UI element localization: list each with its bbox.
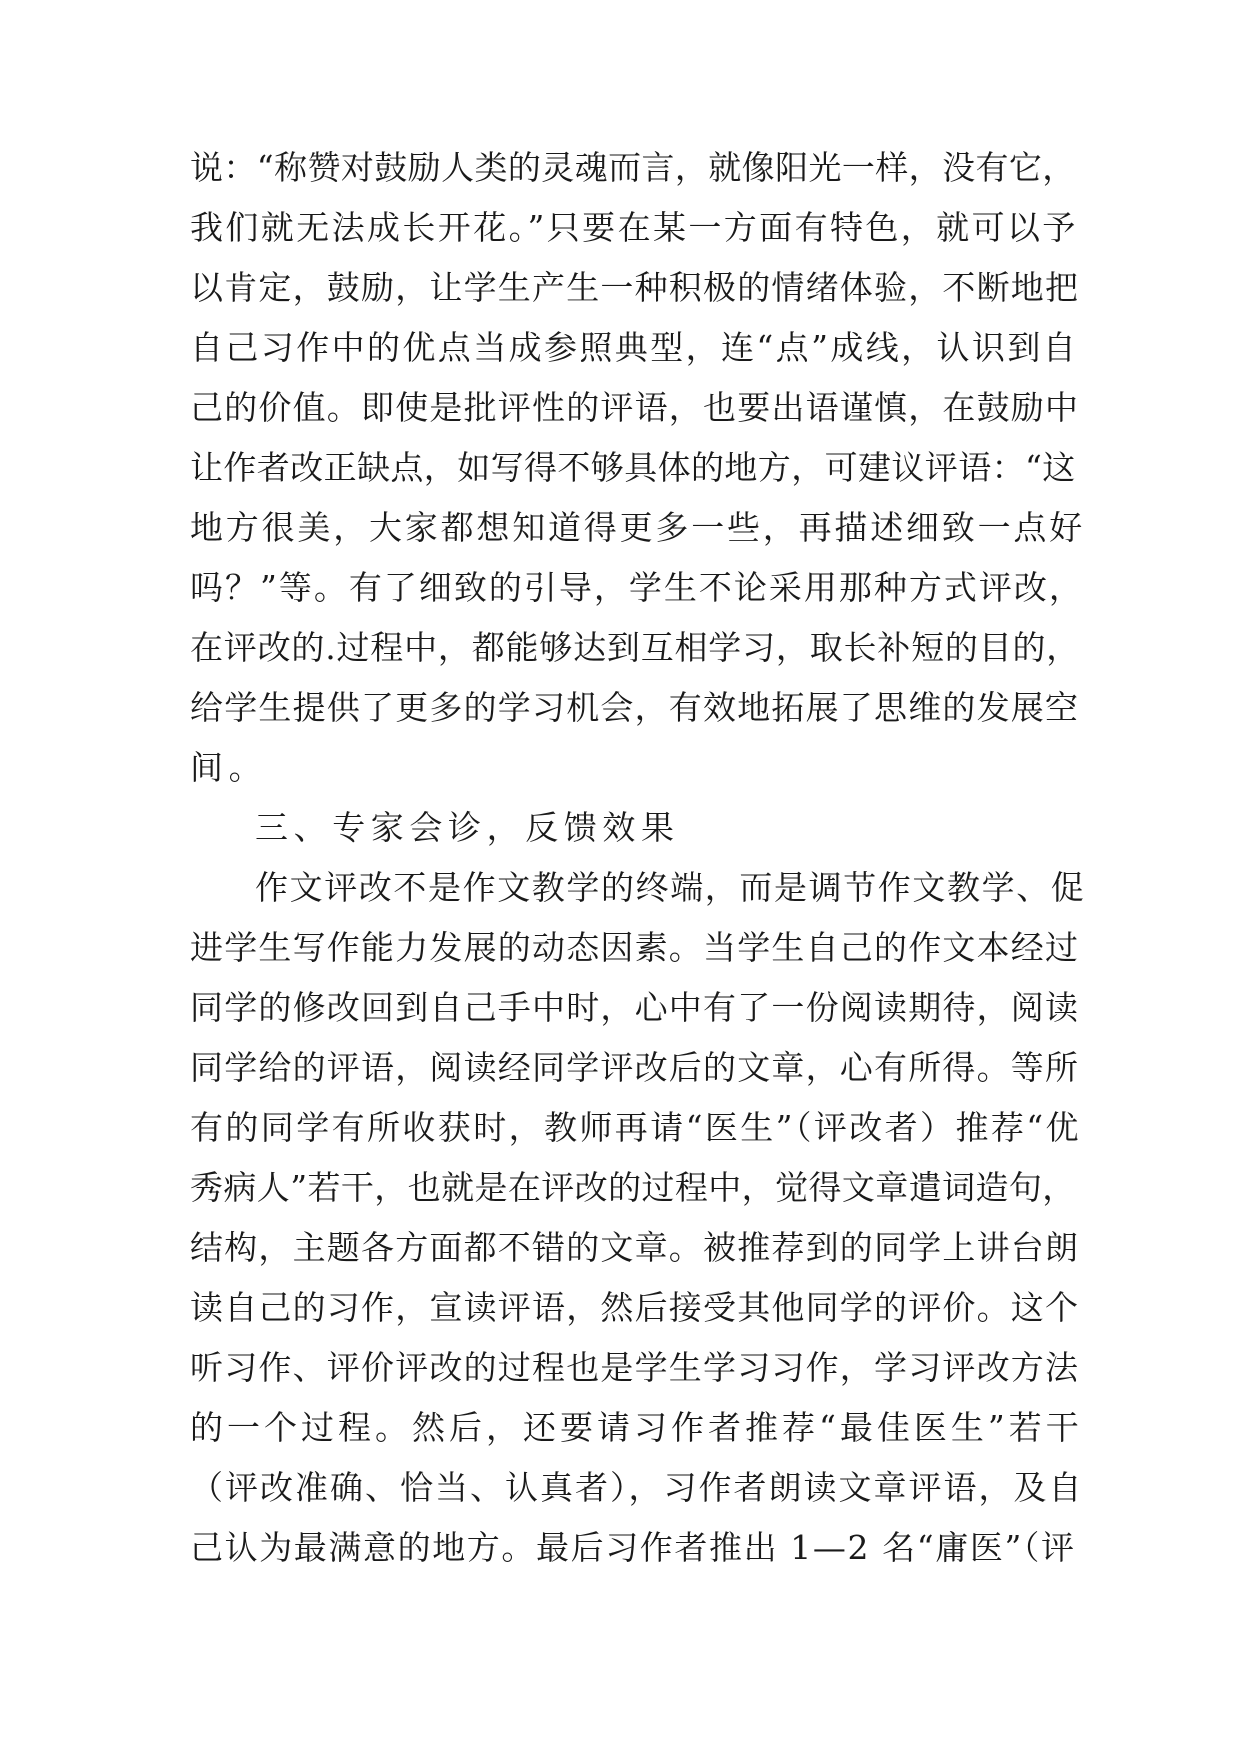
text-line: 同学给的评语，阅读经同学评改后的文章，心有所得。等所 (190, 1048, 1080, 1087)
text-line: 间。 (190, 748, 268, 787)
text-line: 秀病人”若干，也就是在评改的过程中，觉得文章遣词造句， (190, 1168, 1076, 1207)
text-line: 在评改的.过程中，都能够达到互相学习，取长补短的目的， (190, 628, 1081, 667)
text-line: 给学生提供了更多的学习机会，有效地拓展了思维的发展空 (190, 688, 1080, 727)
paragraph-first-line: 作文评改不是作文教学的终端，而是调节作文教学、促 (255, 868, 1086, 907)
text-line: 以肯定，鼓励，让学生产生一种积极的情绪体验，不断地把 (190, 268, 1080, 307)
section-heading: 三、专家会诊，反馈效果 (255, 808, 680, 847)
text-line: 吗？”等。有了细致的引导，学生不论采用那种方式评改， (190, 568, 1084, 607)
text-line: 我们就无法成长开花。”只要在某一方面有特色，就可以予 (190, 208, 1078, 247)
text-line: （评改准确、恰当、认真者），习作者朗读文章评语，及自 (190, 1468, 1084, 1507)
text-line: 己的价值。即使是批评性的评语，也要出语谨慎，在鼓励中 (190, 388, 1080, 427)
text-line: 读自己的习作，宣读评语，然后接受其他同学的评价。这个 (190, 1288, 1080, 1327)
text-line: 有的同学有所收获时，教师再请“医生”（评改者）推荐“优 (190, 1108, 1081, 1147)
text-line: 地方很美，大家都想知道得更多一些，再描述细致一点好 (190, 508, 1085, 547)
text-line: 说：“称赞对鼓励人类的灵魂而言，就像阳光一样，没有它， (190, 148, 1076, 187)
text-line: 同学的修改回到自己手中时，心中有了一份阅读期待，阅读 (190, 988, 1080, 1027)
text-line: 进学生写作能力发展的动态因素。当学生自己的作文本经过 (190, 928, 1080, 967)
text-line: 结构，主题各方面都不错的文章。被推荐到的同学上讲台朗 (190, 1228, 1080, 1267)
text-line: 自己习作中的优点当成参照典型，连“点”成线，认识到自 (190, 328, 1079, 367)
text-line: 让作者改正缺点，如写得不够具体的地方，可建议评语：“这 (190, 448, 1076, 487)
text-line: 听习作、评价评改的过程也是学生学习习作，学习评改方法 (190, 1348, 1080, 1387)
text-line: 的一个过程。然后，还要请习作者推荐“最佳医生”若干 (190, 1408, 1083, 1447)
text-line: 己认为最满意的地方。最后习作者推出 1—2 名“庸医”（评 (190, 1528, 1076, 1567)
